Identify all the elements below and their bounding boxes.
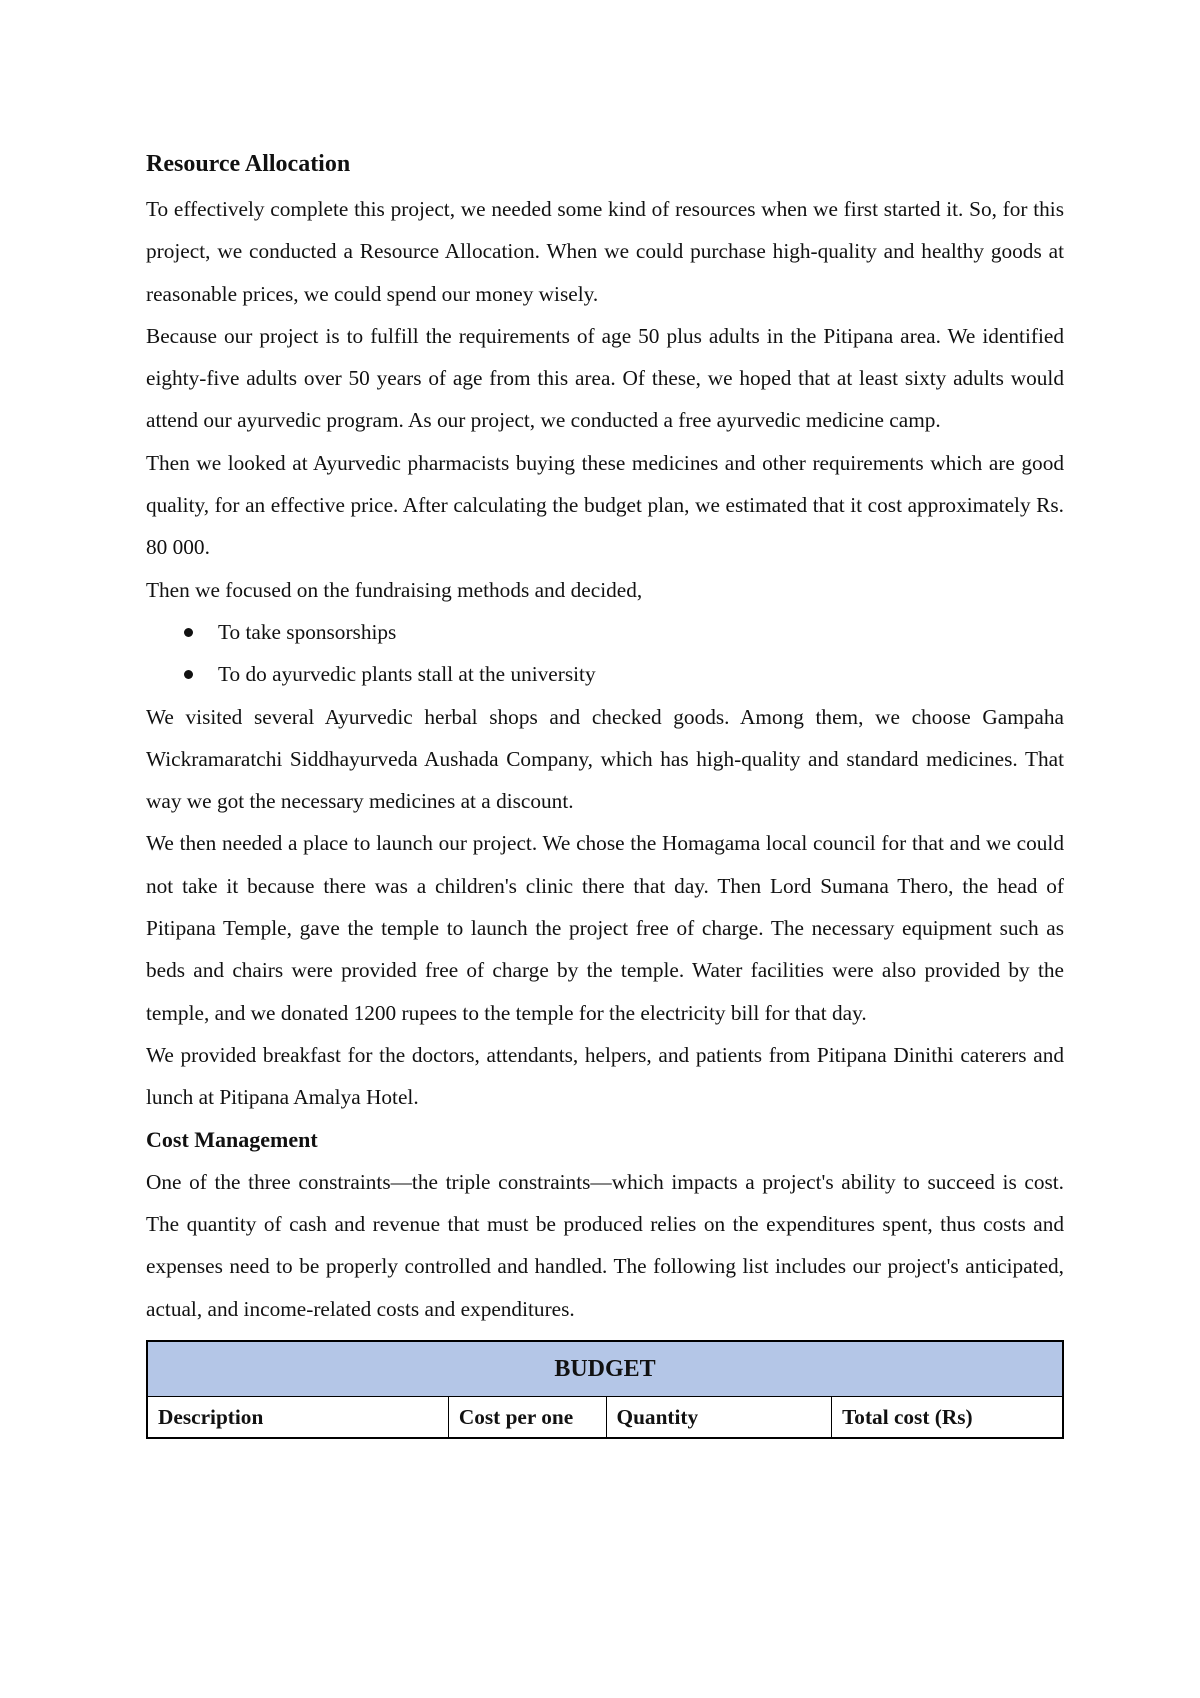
list-item-text: To do ayurvedic plants stall at the university	[218, 662, 596, 687]
cost-management-heading: Cost Management	[146, 1126, 318, 1152]
bullet-icon	[184, 628, 193, 637]
list-item	[146, 653, 1064, 695]
budget-title-row	[147, 1341, 1063, 1397]
catering-paragraph: We provided breakfast for the doctors, attendants, helpers, and patients from Pitipana Dinithi caterers and lunch at Pitipana Amalya Hotel.	[146, 1042, 1064, 1110]
document-page	[146, 146, 1064, 1439]
list-item	[146, 611, 1064, 653]
budget-title: BUDGET	[147, 1341, 1063, 1397]
cost-management-paragraph: One of the three constraints—the triple constraints—which impacts a project's ability to succeed is cost. The quantity of cash and revenue that must be produced relies on the expenditures spent, thus costs and expenses need to be properly controlled and handled. The following list includes our project's anticipated, actual, and income-related costs and expenditures.	[146, 1169, 1064, 1321]
column-header-total-cost: Total cost (Rs)	[832, 1397, 1063, 1439]
fundraising-intro-paragraph: Then we focused on the fundraising methods and decided,	[146, 577, 643, 602]
column-header-description: Description	[147, 1397, 448, 1439]
target-group-paragraph: Because our project is to fulfill the requirements of age 50 plus adults in the Pitipana area. We identified eighty-five adults over 50 years of age from this area. Of these, we hoped that at least sixty adults would attend our ayurvedic program. As our project, we conducted a free ayurvedic medicine camp.	[146, 323, 1064, 433]
column-header-cost-per-one: Cost per one	[448, 1397, 606, 1439]
intro-paragraph: To effectively complete this project, we needed some kind of resources when we first started it. So, for this project, we conducted a Resource Allocation. When we could purchase high-quality and healthy goods at reasonable prices, we could spend our money wisely.	[146, 197, 1064, 306]
supplier-paragraph: We visited several Ayurvedic herbal shops and checked goods. Among them, we choose Gampaha Wickramaratchi Siddhayurveda Aushada Company, which has high-quality and standard medicines. That way we got the necessary medicines at a discount.	[146, 704, 1064, 814]
budget-header-row	[147, 1397, 1063, 1439]
budget-estimate-paragraph: Then we looked at Ayurvedic pharmacists buying these medicines and other requirements which are good quality, for an effective price. After calculating the budget plan, we estimated that it cost approximately Rs. 80 000.	[146, 450, 1064, 560]
budget-table	[146, 1340, 1064, 1439]
fundraising-list	[146, 611, 1064, 696]
resource-allocation-heading: Resource Allocation	[146, 151, 351, 177]
list-item-text: To take sponsorships	[218, 619, 397, 644]
bullet-icon	[184, 670, 193, 679]
column-header-quantity: Quantity	[606, 1397, 832, 1439]
venue-paragraph: We then needed a place to launch our project. We chose the Homagama local council for that and we could not take it because there was a children's clinic there that day. Then Lord Sumana Thero, the head of Pitipana Temple, gave the temple to launch the project free of charge. The necessary equipment such as beds and chairs were provided free of charge by the temple. Water facilities were also provided by the temple, and we donated 1200 rupees to the temple for the electricity bill for that day.	[146, 831, 1064, 1025]
